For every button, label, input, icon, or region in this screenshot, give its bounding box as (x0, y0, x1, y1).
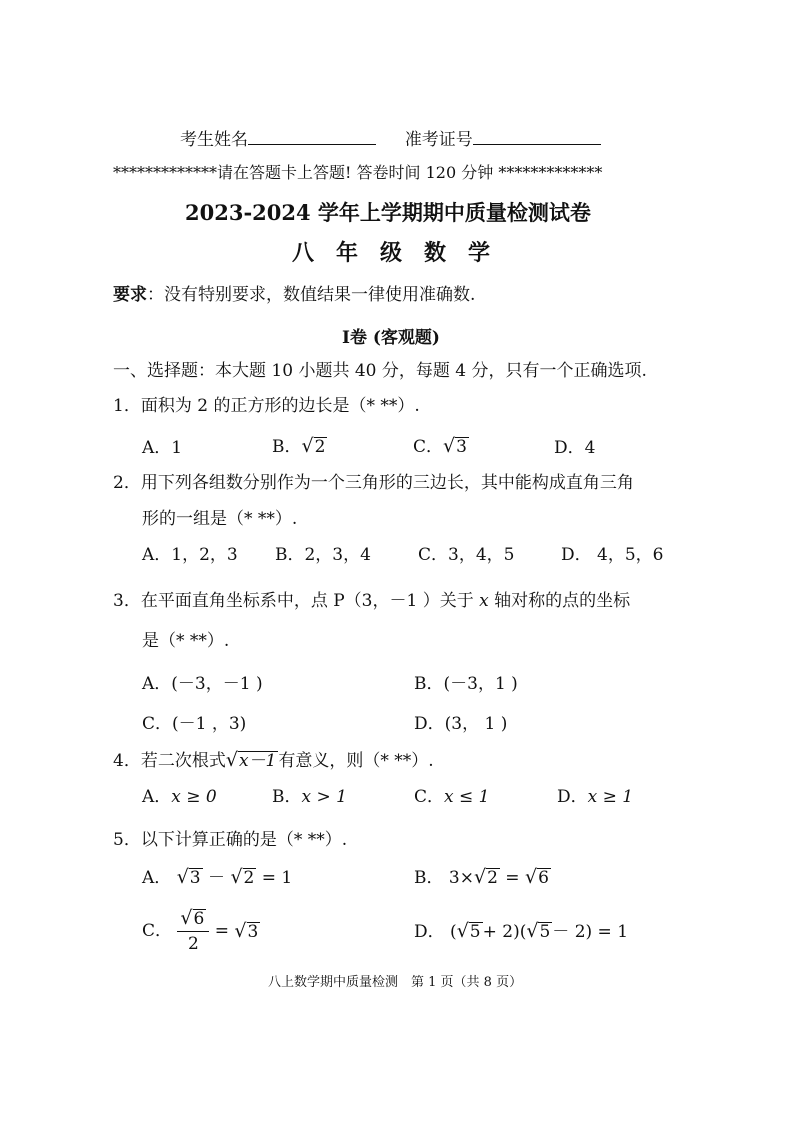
q2-stem-line1: 2．用下列各组数分别作为一个三角形的三边长，其中能构成直角三角 (113, 473, 634, 493)
q2-option-d: D． 4，5，6 (561, 545, 664, 565)
page-footer: 八上数学期中质量检测 第 1 页（共 8 页） (268, 975, 523, 990)
name-blank (248, 128, 376, 145)
q3-option-b: B．(－3，1 ) (414, 674, 518, 694)
q4-option-d: D．x ≥ 1 (557, 787, 634, 807)
subject-title: 八年级数学 (292, 240, 513, 266)
q1-option-c: C．√3 (413, 435, 467, 457)
q1-option-d: D．4 (554, 438, 596, 458)
q5-option-d: D． (√5 + 2)(√5 － 2) = 1 (414, 920, 629, 942)
q5-option-b: B． 3×√2 = √6 (414, 866, 549, 888)
q5-stem: 5．以下计算正确的是（* **）. (113, 830, 348, 850)
name-label: 考生姓名 (180, 130, 248, 150)
q1-option-b: B．√2 (272, 435, 326, 457)
q4-option-a: A．x ≥ 0 (142, 787, 217, 807)
q3-stem-line1: 3．在平面直角坐标系中，点 P（3，－1 ）关于 x 轴对称的点的坐标 (113, 591, 631, 611)
q5-c-fraction: $\frac{√6}{2}$ (177, 906, 209, 956)
q1-stem: 1．面积为 2 的正方形的边长是（* **）. (113, 396, 420, 416)
q4-option-b: B．x > 1 (272, 787, 347, 807)
requirement-label: 要求 (113, 285, 147, 305)
q3-stem-line2: 是（* **）. (142, 631, 230, 651)
q2-stem-line2: 形的一组是（* **）. (142, 509, 298, 529)
requirement-text: ：没有特别要求，数值结果一律使用准确数. (147, 285, 476, 305)
section-intro: 一、选择题：本大题 10 小题共 40 分，每题 4 分，只有一个正确选项. (113, 361, 647, 381)
q3-option-a: A．(－3，－1 ) (142, 674, 263, 694)
q4-stem: 4．若二次根式√x－1 有意义，则（* **）. (113, 749, 434, 771)
id-blank (473, 128, 601, 145)
q5-option-c: C． $\frac{√6}{2}$ = √3 (142, 907, 259, 954)
q2-option-a: A．1，2，3 (142, 545, 238, 565)
q5-option-a: A． √3 － √2 = 1 (142, 866, 293, 888)
exam-notice: *************请在答题卡上答题! 答卷时间 120 分钟 ************* (113, 163, 603, 182)
q3-option-c: C．(－1 ，3) (142, 714, 247, 734)
q1-option-a: A．1 (142, 438, 183, 458)
id-label: 准考证号 (404, 130, 473, 150)
q3-option-d: D．(3， 1 ) (414, 714, 508, 734)
exam-title: 2023-2024 学年上学期期中质量检测试卷 (185, 200, 591, 225)
requirement-line (113, 284, 475, 306)
section-heading: Ⅰ卷 (客观题) (342, 328, 440, 348)
q2-option-b: B．2，3，4 (275, 545, 371, 565)
candidate-info-row (180, 128, 601, 151)
q4-option-c: C．x ≤ 1 (414, 787, 490, 807)
q2-option-c: C．3，4，5 (418, 545, 515, 565)
